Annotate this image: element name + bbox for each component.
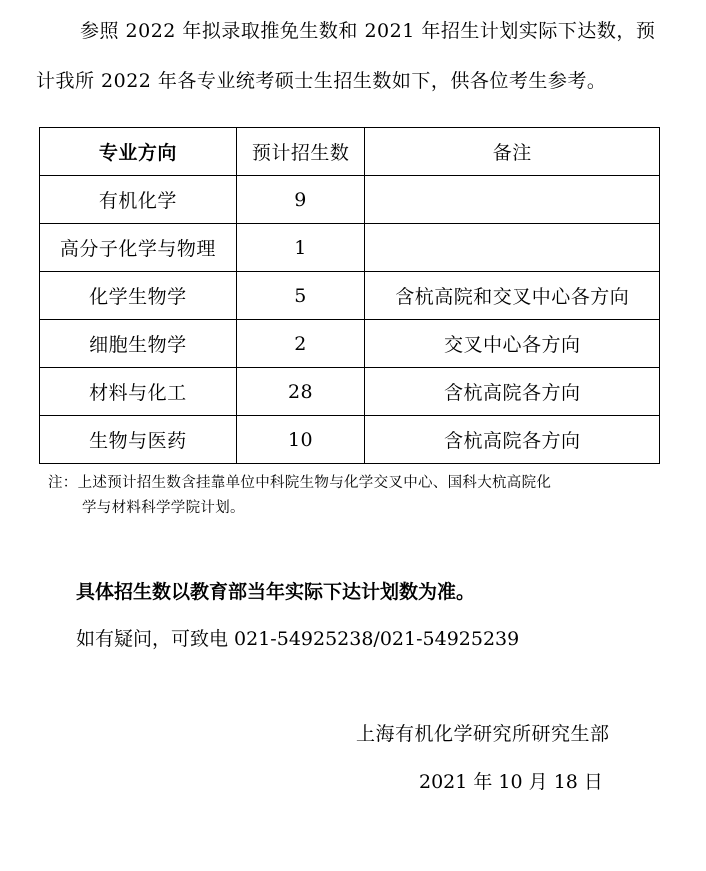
cell-remark: 含杭高院和交叉中心各方向 [365,272,660,320]
table-row [40,176,660,224]
header-count: 预计招生数 [236,128,365,176]
cell-remark: 含杭高院各方向 [365,416,660,464]
cell-remark [365,176,660,224]
table-row [40,224,660,272]
cell-count: 1 [236,224,365,272]
table-row [40,416,660,464]
cell-count: 9 [236,176,365,224]
table-row [40,272,660,320]
enrollment-table [39,127,660,464]
cell-major: 高分子化学与物理 [40,224,237,272]
cell-remark: 交叉中心各方向 [365,320,660,368]
cell-remark: 含杭高院各方向 [365,368,660,416]
cell-major: 细胞生物学 [40,320,237,368]
cell-major: 生物与医药 [40,416,237,464]
cell-major: 材料与化工 [40,368,237,416]
table-row [40,320,660,368]
cell-major: 化学生物学 [40,272,237,320]
intro-paragraph-line-2: 计我所 2022 年各专业统考硕士生招生数如下，供各位考生参考。 [36,70,607,92]
contact-line: 如有疑问，可致电 021-54925238/021-54925239 [76,628,520,650]
cell-count: 28 [236,368,365,416]
cell-count: 5 [236,272,365,320]
cell-count: 10 [236,416,365,464]
table-note-line-2: 学与材料科学学院计划。 [82,500,245,516]
table-header-row [40,128,660,176]
cell-major: 有机化学 [40,176,237,224]
intro-paragraph-line-1: 参照 2022 年拟录取推免生数和 2021 年招生计划实际下达数，预 [80,20,656,42]
table-note-line-1: 注：上述预计招生数含挂靠单位中科院生物与化学交叉中心、国科大杭高院化 [48,475,552,491]
cell-count: 2 [236,320,365,368]
header-major: 专业方向 [40,128,237,176]
signature-organization: 上海有机化学研究所研究生部 [356,723,610,745]
table-row [40,368,660,416]
header-remark: 备注 [365,128,660,176]
signature-date: 2021 年 10 月 18 日 [419,771,603,793]
emphasis-statement: 具体招生数以教育部当年实际下达计划数为准。 [76,581,476,603]
cell-remark [365,224,660,272]
